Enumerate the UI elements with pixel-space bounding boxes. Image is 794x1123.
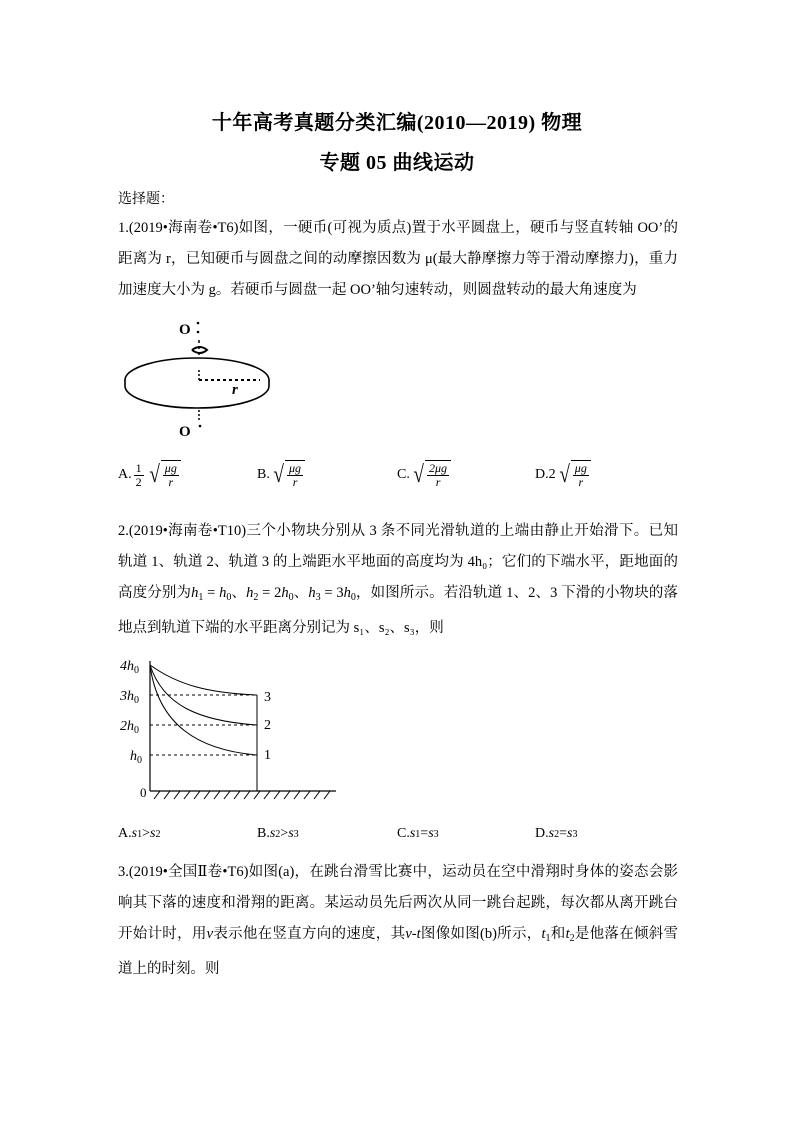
option-c[interactable]: C. s 1 = s 3 [397, 826, 439, 841]
axis-bottom-label: O [179, 424, 191, 440]
y-label-h0: $h_0$ [130, 749, 142, 766]
y-label-4h0: $4h_0$ [120, 659, 139, 676]
option-b[interactable]: B. s 2 > s 3 [257, 826, 299, 841]
question-2-options [118, 826, 678, 848]
y-label-origin: 0 [140, 785, 147, 800]
track-label-1: 1 [264, 748, 271, 763]
rotation-arrow-icon [192, 347, 207, 353]
disk-figure [122, 318, 282, 443]
track-1 [150, 665, 257, 755]
question-3-text: 3.(2019•全国Ⅱ卷•T6)如图(a)，在跳台滑雪比赛中，运动员在空中滑翔时身体的姿态会影响其下落的速度和滑翔的距离。某运动员先后两次从同一跳台起跳，每次都从离开跳台开始计时，用v表示他在竖直方向的速度，其v-t图像如图(b)所示，$t_1$和$t_2$是他落在倾斜雪道上的时刻。则 [118, 864, 679, 977]
section-label: 选择题： [118, 192, 174, 207]
document-title: 十年高考真题分类汇编(2010—2019) 物理 [211, 112, 583, 134]
radius-label: r [232, 382, 238, 398]
track-label-2: 2 [264, 718, 271, 733]
option-d[interactable]: D. 2 √ $\frac{\mu g}{r}$ [535, 460, 591, 490]
option-a[interactable]: A. s 1 > s 2 [118, 826, 161, 841]
track-3 [150, 665, 257, 695]
axis-top-label: O [179, 322, 191, 338]
question-2-text: 2.(2019•海南卷•T10)三个小物块分别从 3 条不同光滑轨道的上端由静止开始滑下。已知轨道 1、轨道 2、轨道 3 的上端距水平地面的高度均为 4h₀；它们的下端水平，距地面的高度分别为$h_1 = h_0$、$h_2 = 2h_0$、$h_3 = 3h_0$，如图所示。若沿轨道 1、2、3 下滑的小物块的落地点到轨道下端的水平距离分别记为 s₁、s₂、s₃，则 [118, 523, 679, 636]
track-diagram [118, 655, 348, 805]
document-subtitle: 专题 05 曲线运动 [319, 152, 475, 174]
option-c[interactable]: C. √ $\frac{2\mu g}{r}$ [397, 460, 451, 490]
track-label-3: 3 [264, 690, 271, 705]
question-1-options [118, 460, 678, 505]
question-1-text: 1.(2019•海南卷•T6)如图，一硬币(可视为质点)置于水平圆盘上，硬币与竖直转轴 OO’的距离为 r，已知硬币与圆盘之间的动摩擦因数为 μ(最大静摩擦力等于滑动摩擦力)，重力加速度大小为 g。若硬币与圆盘一起 OO’轴匀速转动，则圆盘转动的最大角速度为 [118, 220, 678, 298]
option-a[interactable]: A. $\frac{1}{2}$ √ $\frac{\mu g}{r}$ [118, 460, 181, 490]
option-d[interactable]: D. s 2 = s 3 [535, 826, 578, 841]
y-label-2h0: $2h_0$ [120, 719, 139, 736]
y-label-3h0: $3h_0$ [120, 689, 139, 706]
option-b[interactable]: B. √ $\frac{\mu g}{r}$ [257, 460, 305, 490]
